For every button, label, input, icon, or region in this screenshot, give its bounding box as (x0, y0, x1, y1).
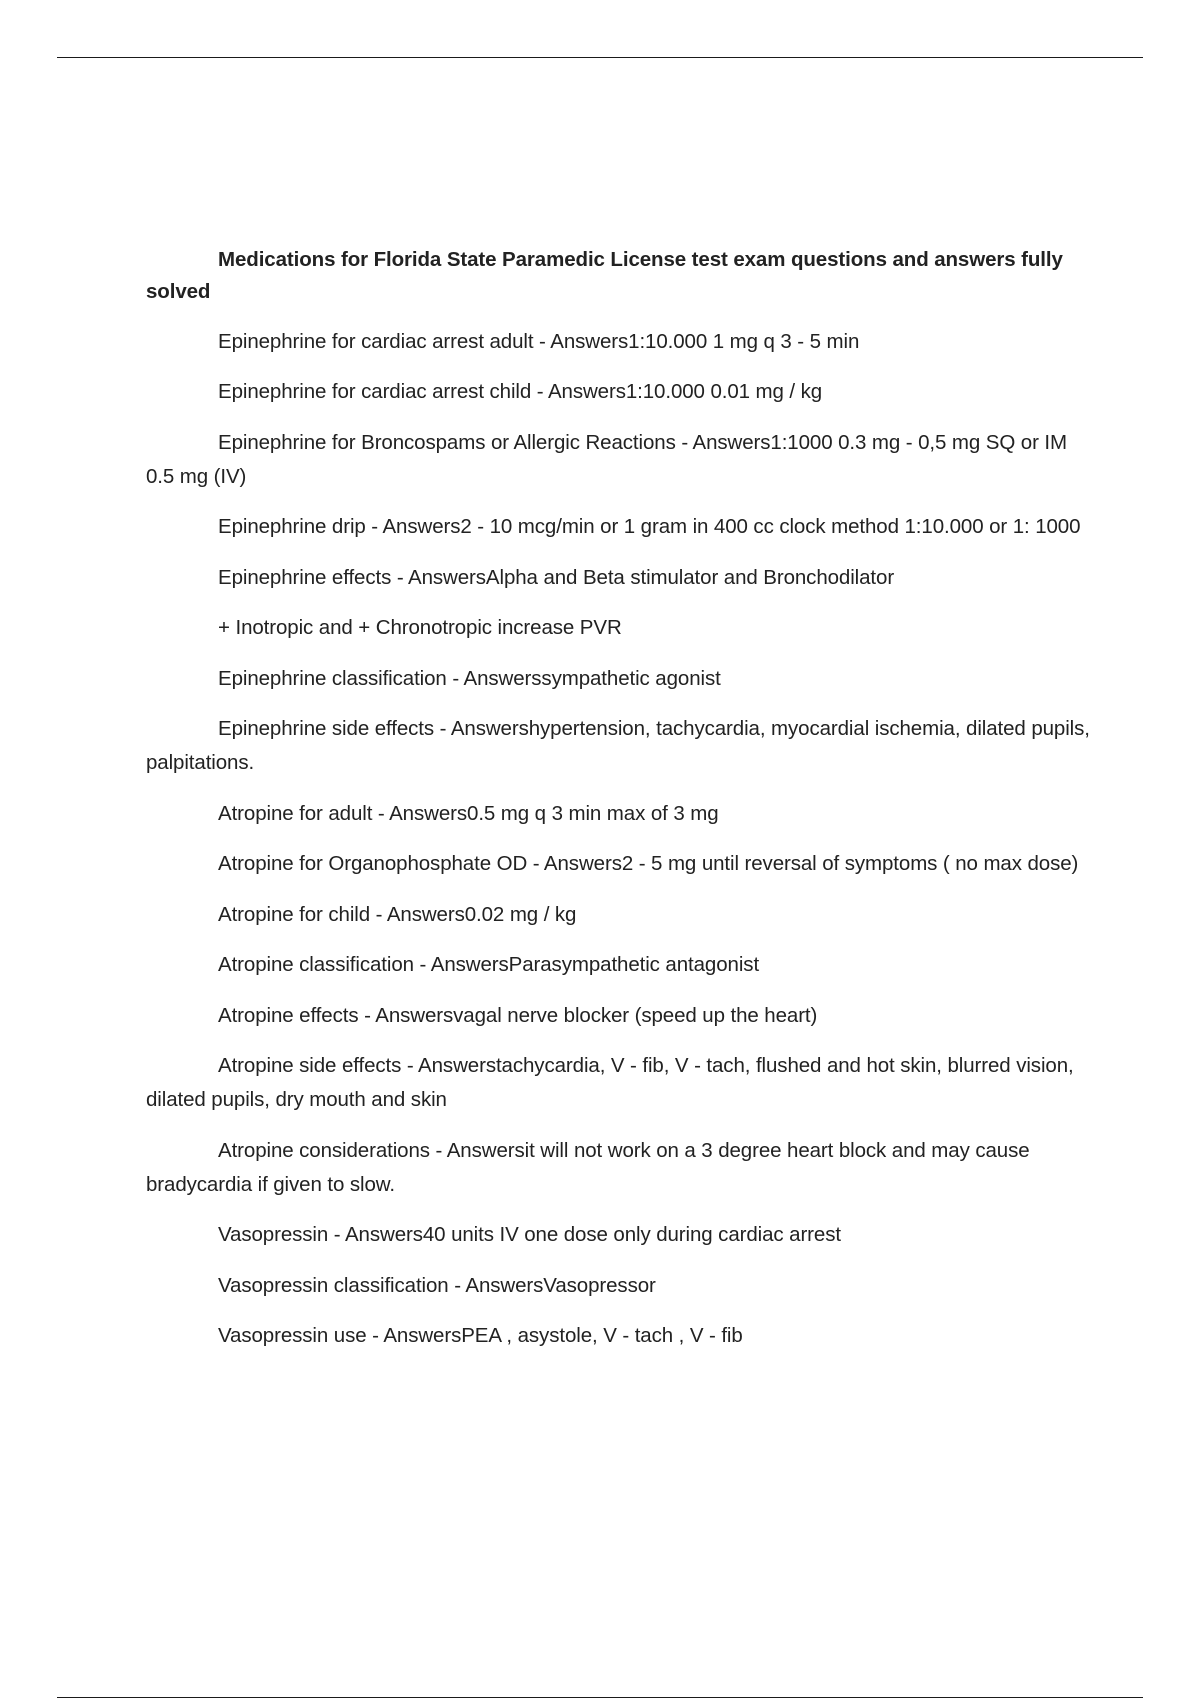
qa-entry: Epinephrine side effects - Answershypertension, tachycardia, myocardial ischemia, dilated pupils, palpitations. (146, 717, 1090, 774)
qa-entry: Atropine side effects - Answerstachycardia, V - fib, V - tach, flushed and hot skin, blurred vision, dilated pupils, dry mouth and skin (146, 1054, 1074, 1111)
qa-entry: Vasopressin - Answers40 units IV one dose only during cardiac arrest (218, 1223, 841, 1246)
qa-entry: Vasopressin classification - AnswersVasopressor (218, 1273, 656, 1297)
qa-entry: Epinephrine effects - AnswersAlpha and Beta stimulator and Bronchodilator (218, 565, 895, 589)
qa-entry: Vasopressin use - AnswersPEA , asystole, V - tach , V - fib (218, 1324, 743, 1347)
qa-entry: Atropine classification - AnswersParasympathetic antagonist (218, 953, 760, 976)
qa-entry: Atropine for adult - Answers0.5 mg q 3 min max of 3 mg (218, 801, 719, 825)
qa-entry: Epinephrine for Broncospams or Allergic Reactions - Answers1:1000 0.3 mg - 0,5 mg SQ or IM 0.5 mg (IV) (146, 430, 1067, 488)
qa-entry: Epinephrine classification - Answerssympathetic agonist (218, 666, 721, 690)
qa-entry: Atropine considerations - Answersit will not work on a 3 degree heart block and may cause bradycardia if given to slow. (146, 1138, 1030, 1196)
qa-entry: Epinephrine for cardiac arrest adult - Answers1:10.000 1 mg q 3 - 5 min (218, 329, 860, 353)
header-rule (57, 57, 1143, 58)
qa-entry: Epinephrine for cardiac arrest child - Answers1:10.000 0.01 mg / kg (218, 380, 823, 403)
qa-entry: Atropine effects - Answersvagal nerve blocker (speed up the heart) (218, 1003, 818, 1027)
qa-entry: Atropine for child - Answers0.02 mg / kg (218, 902, 577, 926)
document-title: Medications for Florida State Paramedic License test exam questions and answers fully solved (146, 248, 1063, 303)
qa-entry: + Inotropic and + Chronotropic increase PVR (218, 616, 622, 639)
qa-entry: Atropine for Organophosphate OD - Answers2 - 5 mg until reversal of symptoms ( no max dose) (218, 852, 1079, 875)
footer-rule (57, 1697, 1143, 1698)
document-body (146, 244, 1096, 1370)
qa-entry: Epinephrine drip - Answers2 - 10 mcg/min or 1 gram in 400 cc clock method 1:10.000 or 1: 1000 (218, 515, 1081, 538)
